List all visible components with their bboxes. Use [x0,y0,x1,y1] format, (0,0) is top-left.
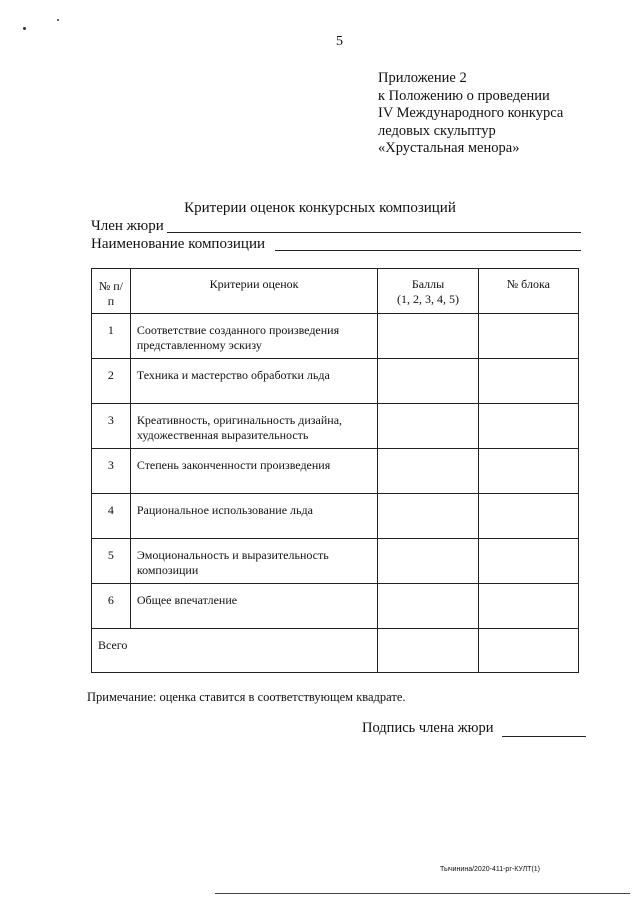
composition-name-underline[interactable] [275,250,581,251]
total-label: Всего [98,638,128,652]
row-num: 5 [107,548,114,562]
document-title: Критерии оценок конкурсных композиций [184,200,456,216]
row-criterion: Эмоциональность и выразительность композиции [136,548,329,577]
appendix-line: Приложение 2 [378,70,467,86]
total-block-cell[interactable] [478,629,578,673]
footer-code: Тычинина/2020-411-рг-КУЛТ(1) [440,866,541,873]
row-criterion: Техника и мастерство обработки льда [136,368,330,382]
row-num: 4 [107,503,114,517]
row-criterion: Соответствие созданного произведения представленному эскизу [136,323,340,352]
score-cell[interactable] [378,314,478,359]
table-row [92,404,579,449]
bottom-rule [215,893,630,894]
jury-member-field [91,218,164,235]
header-num: № п/п [92,269,131,314]
scan-speck [57,19,59,21]
block-cell[interactable] [478,494,578,539]
score-cell[interactable] [378,449,478,494]
score-cell[interactable] [378,539,478,584]
score-cell[interactable] [378,404,478,449]
row-criterion: Креативность, оригинальность дизайна, художественная выразительность [136,413,343,442]
table-row [92,584,579,629]
table-row [92,359,579,404]
score-cell[interactable] [378,584,478,629]
appendix-line: к Положению о проведении [378,87,550,104]
row-num: 3 [107,458,114,472]
block-cell[interactable] [478,449,578,494]
row-num: 2 [107,368,114,382]
block-cell[interactable] [478,539,578,584]
page-number: 5 [336,34,343,49]
row-num: 3 [107,413,114,427]
block-cell[interactable] [478,359,578,404]
row-criterion: Общее впечатление [136,593,238,607]
table-row [92,314,579,359]
row-criterion: Степень законченности произведения [136,458,331,472]
jury-member-underline[interactable] [167,232,581,233]
table-row [92,539,579,584]
table-header-row [92,269,579,314]
score-cell[interactable] [378,494,478,539]
appendix-line: ледовых скульптур [378,122,496,139]
block-cell[interactable] [478,584,578,629]
header-score-line2: (1, 2, 3, 4, 5) [397,292,460,306]
composition-name-field [91,236,265,253]
appendix-line: IV Международного конкурса [378,105,564,121]
table-row [92,494,579,539]
block-cell[interactable] [478,404,578,449]
note-text: Примечание: оценка ставится в соответствующем квадрате. [87,690,406,704]
signature-label: Подпись члена жюри [362,720,494,736]
appendix-line: «Хрустальная менора» [378,140,520,156]
row-num: 6 [107,593,114,607]
header-criteria: Критерии оценок [130,269,378,314]
header-score [378,269,478,314]
table-total-row [92,629,579,673]
row-criterion: Рациональное использование льда [136,503,313,517]
row-num: 1 [107,323,114,337]
score-cell[interactable] [378,359,478,404]
criteria-table [91,268,579,673]
composition-name-label: Наименование композиции [91,236,265,252]
block-cell[interactable] [478,314,578,359]
header-score-line1: Баллы [411,277,445,291]
jury-member-label: Член жюри [91,218,164,234]
total-score-cell[interactable] [378,629,478,673]
appendix-block [378,70,563,158]
signature-underline[interactable] [502,736,586,737]
table-row [92,449,579,494]
header-block: № блока [478,269,578,314]
scan-speck [23,27,26,30]
